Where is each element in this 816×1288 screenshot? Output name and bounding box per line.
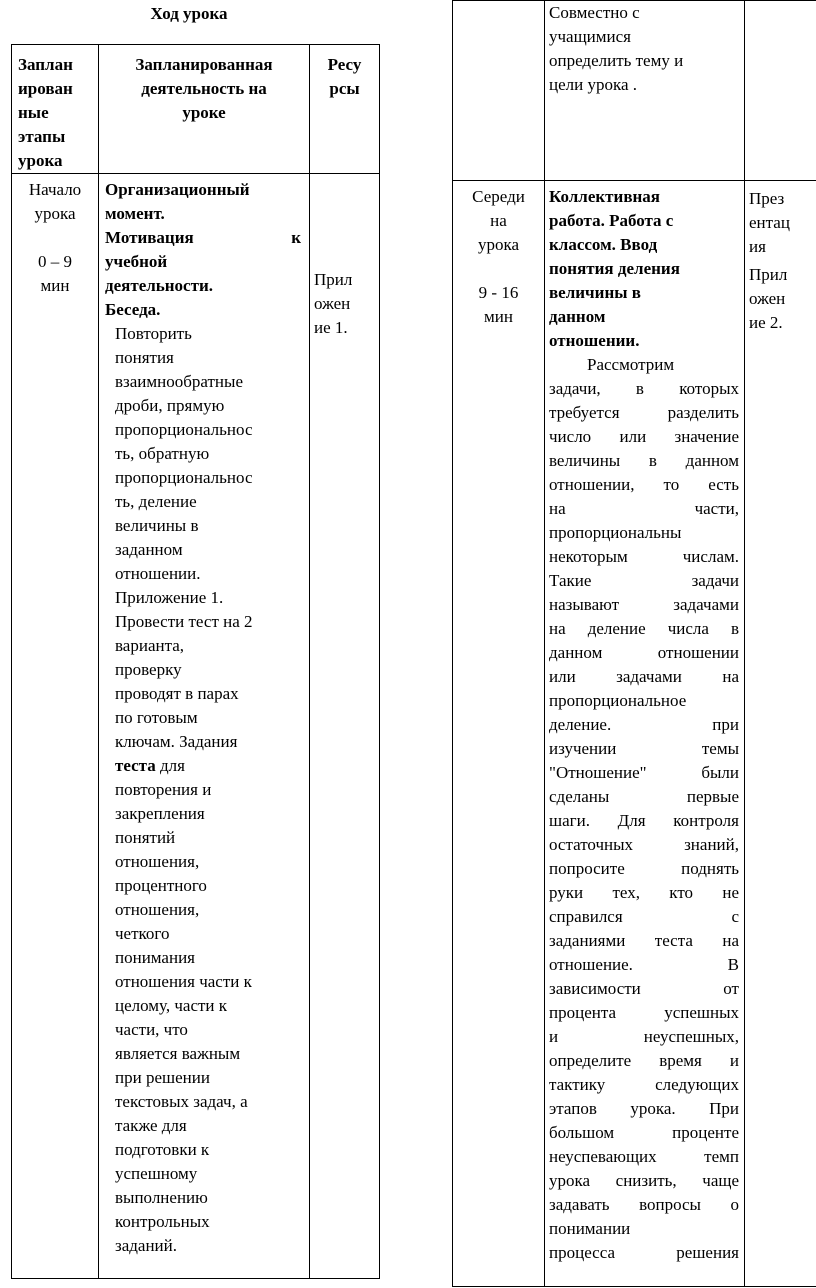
resources-cell xyxy=(745,181,816,1287)
activity-text-line: неуспевающих темп xyxy=(549,1147,739,1166)
stage-time-line: 9 - 16 xyxy=(478,283,519,302)
activity-text-line: понятия xyxy=(115,348,174,367)
header-activity xyxy=(99,45,310,174)
activity-text-line: деление. при xyxy=(549,715,739,734)
activity-text-line: целому, части к xyxy=(115,996,228,1015)
stage-name-line: Середи xyxy=(472,187,525,206)
activity-title-line: данном xyxy=(549,307,606,326)
activity-title-line: Мотивация к xyxy=(105,228,301,247)
activity-text-line: на части, xyxy=(549,499,739,518)
activity-text-line: Повторить xyxy=(115,324,192,343)
stage-name-line: урока xyxy=(477,235,520,254)
stage-name xyxy=(455,185,542,257)
activity-text-line: справился с xyxy=(549,907,739,926)
activity-bold-word: теста xyxy=(115,756,156,775)
header-line: этапы xyxy=(18,127,66,146)
activity-text-line: проводят в парах xyxy=(115,684,239,703)
activity-text-line: остаточных знаний, xyxy=(549,835,739,854)
resource-line: ия xyxy=(749,237,766,256)
resource-line: ожен xyxy=(749,289,786,308)
stage-name-line: на xyxy=(490,211,507,230)
activity-title-line: понятия деления xyxy=(549,259,680,278)
resource-line: ентац xyxy=(749,213,790,232)
activity-text-line: заданном xyxy=(115,540,183,559)
resource-line: ожен xyxy=(314,294,351,313)
activity-text-line: определите время и xyxy=(549,1051,739,1070)
activity-text-line: шаги. Для контроля xyxy=(549,811,739,830)
activity-title-line: классом. Ввод xyxy=(549,235,658,254)
lesson-table-left xyxy=(11,44,380,1279)
activity-text-line: процентного xyxy=(115,876,207,895)
activity-text-line: отношении. xyxy=(115,564,201,583)
activity-text-line: Приложение 1. xyxy=(115,588,224,607)
activity-title-rest xyxy=(105,250,301,322)
activity-text-line: Провести тест на 2 xyxy=(115,612,253,631)
header-line: Ресу xyxy=(327,55,362,74)
activity-after-bold: для xyxy=(155,756,185,775)
resources-cell xyxy=(310,174,380,1279)
activity-title-line: деятельности. xyxy=(105,276,214,295)
resource-line: ие 1. xyxy=(314,318,348,337)
page-title: Ход урока xyxy=(150,4,228,23)
activity-text-line: пропорциональное xyxy=(549,691,687,710)
stage-time-line: мин xyxy=(40,276,70,295)
activity-text-line: урока снизить, чаще xyxy=(549,1171,739,1190)
activity-text-line: отношении, то есть xyxy=(549,475,739,494)
activity-text-line: и неуспешных, xyxy=(549,1027,739,1046)
activity-text-line: контрольных xyxy=(115,1212,210,1231)
activity-text-line: заданиями теста на xyxy=(549,931,739,950)
activity-text-line: число или значение xyxy=(549,427,739,446)
stage-time xyxy=(14,250,96,298)
activity-title-justified xyxy=(105,226,301,250)
activity-title-line: величины в xyxy=(549,283,641,302)
activity-text-line: этапов урока. При xyxy=(549,1099,739,1118)
resource-line: ие 2. xyxy=(749,313,783,332)
activity-title xyxy=(549,185,739,353)
activity-text-line: пропорциональнос xyxy=(115,468,253,487)
stage-cell-empty xyxy=(453,1,545,181)
table-row xyxy=(453,1,816,181)
activity-text-line: понятий xyxy=(115,828,176,847)
activity-text-line: закрепления xyxy=(115,804,205,823)
activity-text-line: величины в xyxy=(115,516,199,535)
activity-text-line: величины в данном xyxy=(549,451,739,470)
activity-text-line: проверку xyxy=(115,660,182,679)
activity-text-line: успешному xyxy=(115,1164,198,1183)
activity-text-line: большом проценте xyxy=(549,1123,739,1142)
activity-text-line: ть, обратную xyxy=(115,444,210,463)
stage-time-line: мин xyxy=(484,307,513,326)
activity-title-line: Организационный xyxy=(105,180,250,199)
activity-text-line: заданий. xyxy=(115,1236,177,1255)
activity-text-line: отношения части к xyxy=(115,972,252,991)
activity-title-line: учебной xyxy=(105,252,168,271)
table-header-row xyxy=(12,45,380,174)
activity-text xyxy=(105,322,301,1258)
activity-text-line: Такие задачи xyxy=(549,571,739,590)
activity-text-line: дроби, прямую xyxy=(115,396,225,415)
activity-text-line: четкого xyxy=(115,924,170,943)
activity-text-line: также для xyxy=(115,1116,187,1135)
activity-text-line xyxy=(115,754,301,778)
activity-text-line: цели урока . xyxy=(549,75,638,94)
activity-text-line: руки тех, кто не xyxy=(549,883,739,902)
activity-text-line: ть, деление xyxy=(115,492,197,511)
activity-text-line: текстовых задач, а xyxy=(115,1092,248,1111)
activity-title-line: Коллективная xyxy=(549,187,660,206)
activity-text-line: повторения и xyxy=(115,780,212,799)
activity-text-line: называют задачами xyxy=(549,595,739,614)
activity-text-line: подготовки к xyxy=(115,1140,210,1159)
resource-presentation xyxy=(749,187,816,259)
lesson-table-right xyxy=(452,0,816,1287)
table-row xyxy=(12,174,380,1279)
stage-name xyxy=(14,178,96,226)
header-stages xyxy=(12,45,99,174)
activity-text-line: тактику следующих xyxy=(549,1075,739,1094)
activity-text-line: отношения, xyxy=(115,900,200,919)
activity-cell xyxy=(99,174,310,1279)
activity-title-line: отношении. xyxy=(549,331,640,350)
activity-text-line: задачи, в которых xyxy=(549,379,739,398)
activity-title-line: работа. Работа с xyxy=(549,211,674,230)
activity-text-line: "Отношение" были xyxy=(549,763,739,782)
activity-text-line: понимании xyxy=(549,1219,631,1238)
resource-line: Прил xyxy=(314,270,353,289)
stage-name-line: урока xyxy=(34,204,76,223)
header-line: уроке xyxy=(182,103,226,122)
header-line: Заплан xyxy=(18,55,73,74)
resource-line: През xyxy=(749,189,785,208)
stage-time xyxy=(455,281,542,329)
stage-name-line: Начало xyxy=(28,180,82,199)
activity-title xyxy=(105,178,301,226)
activity-text-line: взаимнообратные xyxy=(115,372,243,391)
activity-text-line: некоторым числам. xyxy=(549,547,739,566)
activity-text-line: ключам. Задания xyxy=(115,732,238,751)
activity-text-line: пропорциональны xyxy=(549,523,682,542)
activity-text-line: сделаны первые xyxy=(549,787,739,806)
header-line: рсы xyxy=(329,79,360,98)
resource-appendix xyxy=(749,263,816,335)
activity-text-line: на деление числа в xyxy=(549,619,739,638)
stage-cell xyxy=(12,174,99,1279)
activity-text-line: Совместно с xyxy=(549,3,640,22)
header-line: ные xyxy=(18,103,49,122)
activity-text-line: определить тему и xyxy=(549,51,684,70)
header-line: ирован xyxy=(18,79,73,98)
activity-text-line: Рассмотрим xyxy=(587,355,675,374)
resource-line: Прил xyxy=(749,265,788,284)
stage-time-line: 0 – 9 xyxy=(38,252,72,271)
stage-cell xyxy=(453,181,545,1287)
activity-text-line: выполнению xyxy=(115,1188,208,1207)
activity-text-line: учащимися xyxy=(549,27,632,46)
activity-text-line: является важным xyxy=(115,1044,241,1063)
header-resources xyxy=(310,45,380,174)
activity-text-line: изучении темы xyxy=(549,739,739,758)
header-line: деятельность на xyxy=(141,79,267,98)
activity-text-line: пропорциональнос xyxy=(115,420,253,439)
activity-text-line: понимания xyxy=(115,948,195,967)
activity-text-line: зависимости от xyxy=(549,979,739,998)
activity-text-line: требуется разделить xyxy=(549,403,739,422)
activity-cell xyxy=(545,1,745,181)
activity-title-line: момент. xyxy=(105,204,165,223)
activity-title-line: Беседа. xyxy=(105,300,161,319)
table-row xyxy=(453,181,816,1287)
activity-text-line: отношение. В xyxy=(549,955,739,974)
activity-text-line: или задачами на xyxy=(549,667,739,686)
activity-text-line: по готовым xyxy=(115,708,198,727)
activity-text-line: части, что xyxy=(115,1020,188,1039)
activity-text-line: варианта, xyxy=(115,636,185,655)
header-line: урока xyxy=(18,151,63,170)
activity-text-line: процента успешных xyxy=(549,1003,739,1022)
activity-text-line: задавать вопросы о xyxy=(549,1195,739,1214)
activity-text-line: попросите поднять xyxy=(549,859,739,878)
resources-cell-empty xyxy=(745,1,816,181)
activity-cell xyxy=(545,181,745,1287)
activity-text-line: отношения, xyxy=(115,852,200,871)
activity-text-line: процесса решения xyxy=(549,1243,739,1262)
activity-text-line: при решении xyxy=(115,1068,210,1087)
activity-text-line: данном отношении xyxy=(549,643,739,662)
header-line: Запланированная xyxy=(135,55,273,74)
